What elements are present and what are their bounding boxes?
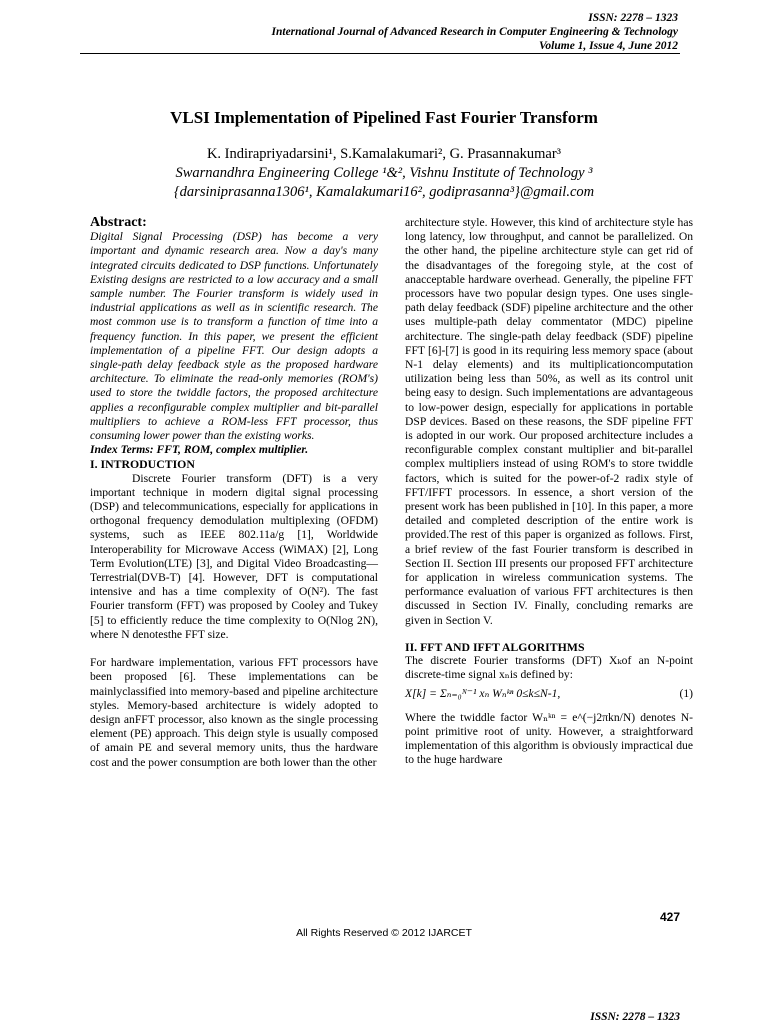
index-terms: Index Terms: FFT, ROM, complex multiplier. — [90, 443, 309, 457]
paper-title: VLSI Implementation of Pipelined Fast Fourier Transform — [170, 108, 598, 127]
twiddle-paragraph: Where the twiddle factor Wₙᵏⁿ = e^(−j2πkn/N) denotes N-point primitive root of unity. However, a straightforward implementation of this algorithm is obviously impractical due to the huge hardware — [405, 710, 693, 767]
copyright-footer: All Rights Reserved © 2012 IJARCET — [296, 927, 472, 939]
page-number: 427 — [659, 910, 680, 924]
intro-paragraph-2: For hardware implementation, various FFT processors have been proposed [6]. These implementations can be mainlyclassified into memory-based and pipeline architecture styles. Memory-based architecture is widely adopted to design anFFT processor, also known as the single processing element (PE) approach. This deign style is usually composed of amain PE and several memory units, thus the hardware cost and the power consumption are both lower than the other — [90, 656, 378, 769]
intro-paragraph-1: Discrete Fourier transform (DFT) is a very important technique in modern digital signal processing (DSP) and telecommunications, especially for applications in orthogonal frequency demodulation multiplexing (OFDM) systems, such as IEEE 802.11a/g [1], Worldwide Interoperability for Microwave Access (WiMAX) [2], Long Term Evolution(LTE) [3], and Digital Video Broadcasting—Terrestrial(DVB-T) [4]. However, DFT is computational intensive and has a time complexity of O(N²). The fast Fourier transform (FFT) was proposed by Cooley and Tukey [5] to efficiently reduce the time complexity to O(Nlog 2N), where N denotesthe FFT size. — [90, 471, 378, 641]
intro-paragraph-3: architecture style. However, this kind of architecture style has long latency, low throughput, and cannot be parallelized. On the other hand, the pipeline architecture style can get rid of the disadvantages of the foregoing style, at the cost of anacceptable hardware overhead. Generally, the pipeline FFT processors have two popular design types. One uses single-path delay feedback (SDF) pipeline architecture and the other uses multiple-path delay commentator (MDC) pipeline architecture. The single-path delay feedback (SDF) pipeline FFT [6]-[7] is good in its requiring less memory space (about N-1 delay elements) and its multiplicationcomputation utilization being less than 50%, as well as its control unit being easy to design. Such implementations are advantageous to low-power design, especially for applications in portable DSP devices. Based on these reasons, the SDF pipeline FFT is adopted in our work. Our proposed architecture includes a reconfigurable complex constant multiplier and bit-parallel complex multipliers instead of using ROM's to store twiddle factors, which is suited for the power-of-2 radix style of FFT/IFFT processors. In essence, a short version of the present work has been published in [10]. In this paper, a more detailed and completed description of the entire work is provided.The rest of this paper is organized as follows. First, a brief review of the fast Fourier transform is described in Section II. Section III presents our proposed FFT architecture for application in wireless communication systems. The performance evaluation of various FFT architectures is then discussed in Section IV. Finally, concluding remarks are given in Section V. — [405, 216, 693, 627]
section-2-heading: II. FFT AND IFFT ALGORITHMS — [405, 639, 585, 654]
journal-name: International Journal of Advanced Research in Computer Engineering & Technology — [271, 26, 678, 38]
equation-1-body: X[k] = Σₙ₌₀ᴺ⁻¹ xₙ Wₙᵏⁿ 0≤k≤N-1, — [405, 686, 561, 700]
author-block — [0, 145, 768, 202]
issn-header: ISSN: 2278 – 1323 — [588, 12, 678, 24]
abstract-heading: Abstract: — [90, 215, 147, 230]
left-column — [90, 216, 378, 770]
section-1-heading: I. INTRODUCTION — [90, 457, 195, 472]
volume-info: Volume 1, Issue 4, June 2012 — [539, 40, 678, 52]
header-rule — [80, 53, 680, 54]
equation-1-number: (1) — [679, 686, 693, 700]
equation-1 — [405, 687, 693, 701]
author-names: K. Indirapriyadarsini¹, S.Kamalakumari², G. Prasannakumar³ — [206, 146, 562, 162]
author-affiliations: Swarnandhra Engineering College ¹&², Vishnu Institute of Technology ³ — [175, 165, 593, 181]
dft-paragraph: The discrete Fourier transforms (DFT) Xₖof an N-point discrete-time signal xₙis defined by: — [405, 654, 693, 682]
abstract-text: Digital Signal Processing (DSP) has become a very important and dynamic research area. Now a day's many integrated circuits dedicated to DSP functions. Unfortunately Existing designs are restricted to a low accuracy and a small sample number. The Fourier transform is widely used in industrial applications as well as in scientific research. The most common use is to transform a function of time into a frequency function. In this paper, we present the efficient implementation of a pipeline FFT. Our design adopts a single-path delay feedback style as the proposed hardware architecture. To eliminate the read-only memories (ROM's) used to store the twiddle factors, the proposed architecture applies a reconfigurable complex multiplier and bit-parallel multipliers to achieve a ROM-less FFT processor, thus consuming lower power than the existing works. — [90, 230, 378, 443]
author-emails: {darsiniprasanna1306¹, Kamalakumari16², godiprasanna³}@gmail.com — [173, 184, 595, 200]
issn-footer: ISSN: 2278 – 1323 — [590, 1011, 680, 1023]
right-column — [405, 216, 693, 768]
